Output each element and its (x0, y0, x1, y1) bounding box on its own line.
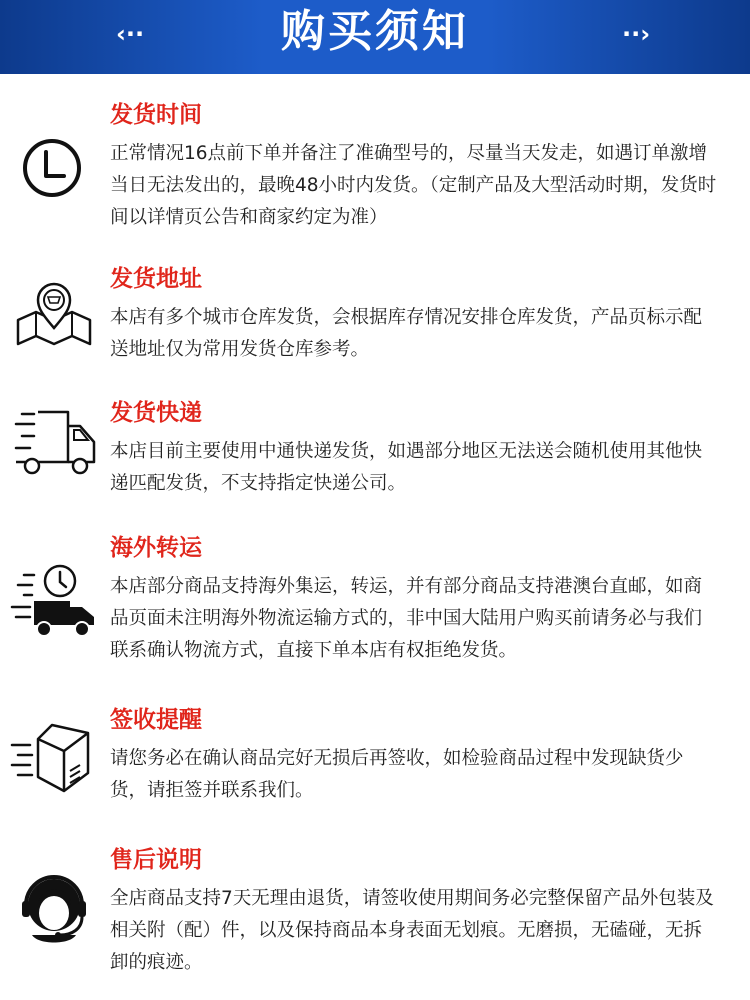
section-title: 海外转运 (110, 535, 202, 561)
package-box-icon (8, 715, 104, 811)
page-title: 购买须知 (281, 6, 469, 57)
fast-delivery-clock-icon (8, 561, 104, 657)
section-title: 发货时间 (110, 102, 202, 128)
section-title: 发货地址 (110, 266, 202, 292)
clock-icon (8, 126, 104, 222)
section-text: 本店目前主要使用中通快递发货，如遇部分地区无法送会随机使用其他快递匹配发货，不支持指定快递公司。 (110, 441, 703, 494)
section-title: 签收提醒 (110, 707, 202, 733)
delivery-truck-icon (8, 402, 104, 498)
section-text: 全店商品支持7天无理由退货，请签收使用期间务必完整保留产品外包装及相关附（配）件，以及保持商品本身表面无划痕。无磨损，无磕碰，无拆卸的痕迹。 (110, 888, 714, 973)
map-pin-icon (8, 270, 104, 366)
section-title: 发货快递 (110, 400, 202, 426)
section-title: 售后说明 (110, 847, 202, 873)
header-banner (0, 0, 750, 74)
section-text: 本店有多个城市仓库发货，会根据库存情况安排仓库发货，产品页标示配送地址仅为常用发货仓库参考。 (110, 307, 703, 360)
section-text: 请您务必在确认商品完好无损后再签收，如检验商品过程中发现缺货少货，请拒签并联系我们。 (110, 748, 684, 801)
section-text: 本店部分商品支持海外集运，转运，并有部分商品支持港澳台直邮，如商品页面未注明海外物流运输方式的，非中国大陆用户购买前请务必与我们联系确认物流方式，直接下单本店有权拒绝发货。 (110, 576, 703, 661)
section-text: 正常情况16点前下单并备注了准确型号的，尽量当天发走，如遇订单激增当日无法发出的，最晚48小时内发货。（定制产品及大型活动时期，发货时间以详情页公告和商家约定为准） (110, 143, 717, 228)
right-arrow-decoration-icon: ··› (622, 20, 651, 48)
left-arrow-decoration-icon: ‹·· (116, 20, 145, 48)
customer-service-headset-icon (8, 865, 104, 961)
